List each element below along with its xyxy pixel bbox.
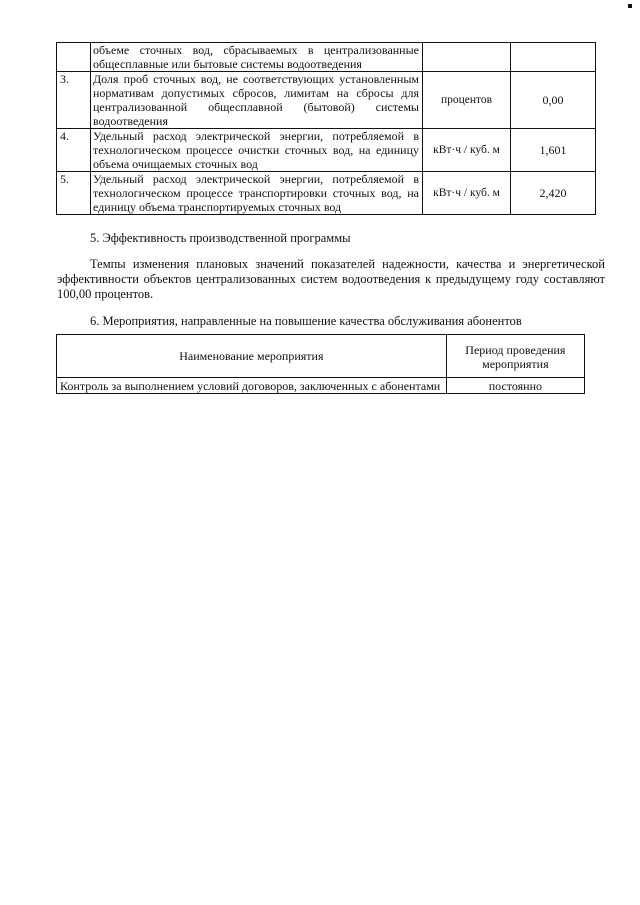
row-number: 5. <box>57 172 91 215</box>
indicator-unit: кВт·ч / куб. м <box>423 129 511 172</box>
indicator-name: Доля проб сточных вод, не соответствующих установленным нормативам допустимых сбросов, лимитам на сбросы для централизованной общесплавной (бытовой) системы водоотведения <box>91 72 423 129</box>
table-row <box>57 172 596 215</box>
indicator-value: 0,00 <box>511 72 596 129</box>
indicator-name: Удельный расход электрической энергии, потребляемой в технологическом процессе очистки сточных вод, на единицу объема очищаемых сточных вод <box>91 129 423 172</box>
header-measure-name: Наименование мероприятия <box>57 335 447 378</box>
indicator-value: 2,420 <box>511 172 596 215</box>
table-row <box>57 72 596 129</box>
indicator-unit: процентов <box>423 72 511 129</box>
section-5-heading: 5. Эффективность производственной программы <box>90 231 351 245</box>
row-number: 4. <box>57 129 91 172</box>
measure-period: постоянно <box>446 378 584 394</box>
indicator-value: 1,601 <box>511 129 596 172</box>
table-row <box>57 43 596 72</box>
section-5-text: Темпы изменения плановых значений показателей надежности, качества и энергетической эффективности объектов централизованных систем водоотведения к предыдущему году составляют 100,00 процентов. <box>57 257 605 301</box>
section-6-heading: 6. Мероприятия, направленные на повышение качества обслуживания абонентов <box>90 314 522 328</box>
indicator-name: Удельный расход электрической энергии, потребляемой в технологическом процессе транспортировки сточных вод, на единицу объема транспортируемых сточных вод <box>91 172 423 215</box>
corner-mark <box>628 4 632 8</box>
indicator-value <box>511 43 596 72</box>
header-measure-period: Период проведения мероприятия <box>446 335 584 378</box>
row-number <box>57 43 91 72</box>
indicators-table <box>56 42 596 215</box>
measure-name: Контроль за выполнением условий договоров, заключенных с абонентами <box>57 378 447 394</box>
table-row <box>57 129 596 172</box>
indicator-unit: кВт·ч / куб. м <box>423 172 511 215</box>
table-row <box>57 378 585 394</box>
measures-table <box>56 334 585 394</box>
indicator-name: объеме сточных вод, сбрасываемых в централизованные общесплавные или бытовые системы водоотведения <box>91 43 423 72</box>
table-header-row <box>57 335 585 378</box>
row-number: 3. <box>57 72 91 129</box>
indicator-unit <box>423 43 511 72</box>
